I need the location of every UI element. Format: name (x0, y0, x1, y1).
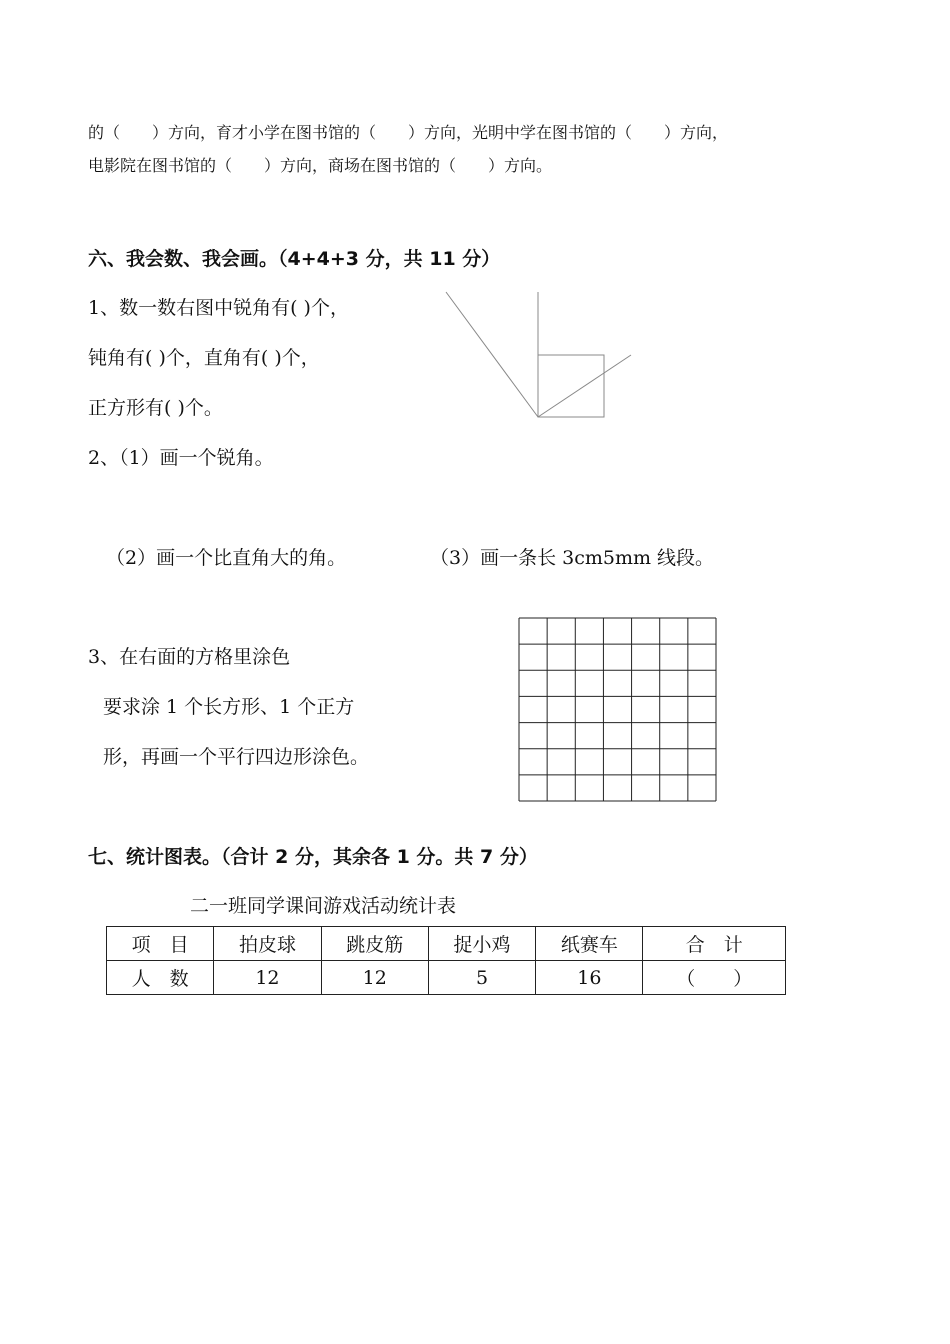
table-cell: 16 (536, 961, 643, 995)
q2-part-2: （2）画一个比直角大的角。 (106, 547, 347, 569)
table-cell-total-blank[interactable]: （ ） (643, 961, 786, 995)
q1-line-1: 1、数一数右图中锐角有( )个， (88, 297, 349, 319)
table-row (107, 961, 786, 995)
q2-part-3: （3）画一条长 3cm5mm 线段。 (430, 547, 715, 569)
q1-line-3: 正方形有( )个。 (88, 397, 223, 419)
table-title: 二一班同学课间游戏活动统计表 (190, 895, 457, 917)
table-header-cell: 捉小鸡 (428, 927, 535, 961)
table-cell: 12 (214, 961, 321, 995)
q3-line-2: 要求涂 1 个长方形、1 个正方 (103, 696, 355, 718)
intro-line-1: 的（ ）方向，育才小学在图书馆的（ ）方向，光明中学在图书馆的（ ）方向， (88, 123, 729, 142)
section6-title: 六、我会数、我会画。（4+4+3 分，共 11 分） (88, 248, 501, 270)
angle-figure (440, 288, 640, 423)
table-header-cell: 拍皮球 (214, 927, 321, 961)
table-header-row (107, 927, 786, 961)
table-cell: 5 (428, 961, 535, 995)
table-cell: 人 数 (107, 961, 214, 995)
q1-line-2: 钝角有( )个，直角有( )个， (88, 347, 320, 369)
section7-title: 七、统计图表。（合计 2 分，其余各 1 分。共 7 分） (88, 846, 538, 868)
table-header-cell: 项 目 (107, 927, 214, 961)
table-cell: 12 (321, 961, 428, 995)
table-header-cell: 合 计 (643, 927, 786, 961)
q3-line-1: 3、在右面的方格里涂色 (88, 646, 291, 668)
q3-line-3: 形，再画一个平行四边形涂色。 (103, 746, 370, 768)
table-header-cell: 纸赛车 (536, 927, 643, 961)
angle-ray-left (446, 292, 538, 417)
figure-square (538, 355, 604, 417)
angle-ray-diagonal (538, 355, 631, 417)
q2-line-1: 2、（1）画一个锐角。 (88, 447, 274, 469)
stats-table (106, 926, 786, 995)
table-header-cell: 跳皮筋 (321, 927, 428, 961)
intro-line-2: 电影院在图书馆的（ ）方向，商场在图书馆的（ ）方向。 (88, 156, 553, 175)
coloring-grid[interactable] (518, 617, 718, 803)
